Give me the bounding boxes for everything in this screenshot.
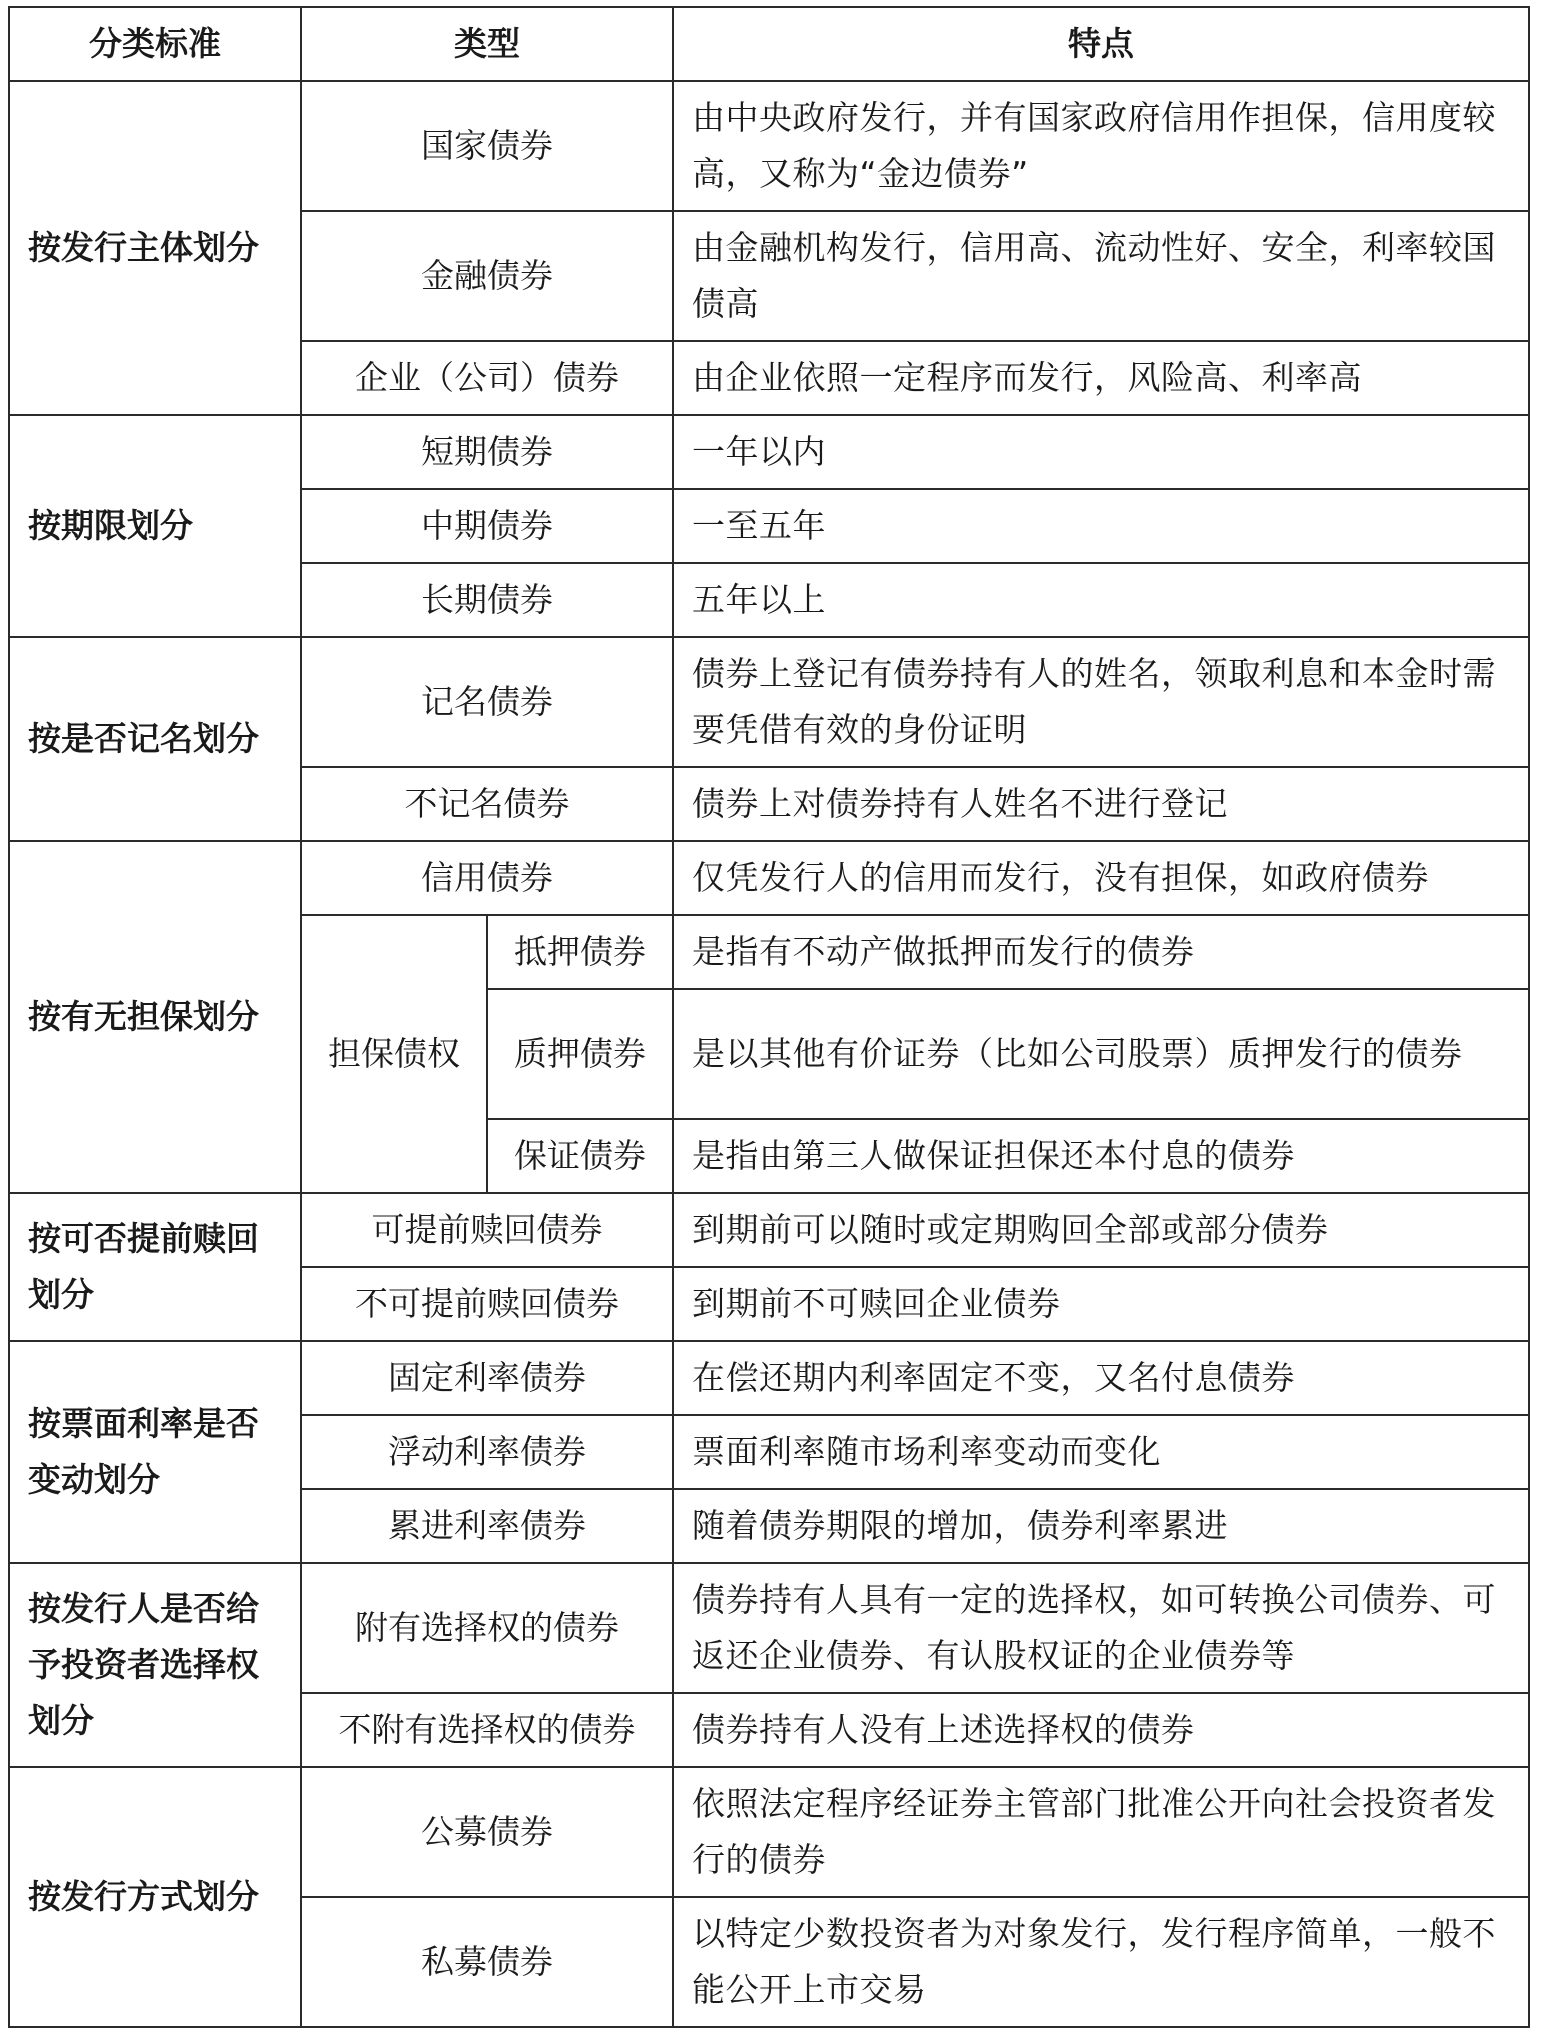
table-row	[9, 637, 1529, 767]
feature-cell: 由企业依照一定程序而发行，风险高、利率高	[673, 341, 1529, 415]
subgroup-cell: 担保债权	[301, 915, 487, 1193]
feature-cell: 到期前可以随时或定期购回全部或部分债券	[673, 1193, 1529, 1267]
type-cell: 长期债券	[301, 563, 673, 637]
type-cell: 企业（公司）债券	[301, 341, 673, 415]
feature-cell: 到期前不可赎回企业债券	[673, 1267, 1529, 1341]
type-cell: 保证债券	[487, 1119, 673, 1193]
type-cell: 附有选择权的债券	[301, 1563, 673, 1693]
criterion-cell: 按票面利率是否变动划分	[9, 1341, 301, 1563]
feature-cell: 票面利率随市场利率变动而变化	[673, 1415, 1529, 1489]
table-row	[9, 81, 1529, 211]
feature-cell: 五年以上	[673, 563, 1529, 637]
type-cell: 抵押债券	[487, 915, 673, 989]
feature-cell: 依照法定程序经证券主管部门批准公开向社会投资者发行的债券	[673, 1767, 1529, 1897]
header-criterion: 分类标准	[9, 7, 301, 81]
table-row	[9, 1341, 1529, 1415]
criterion-cell: 按可否提前赎回划分	[9, 1193, 301, 1341]
feature-cell: 是以其他有价证券（比如公司股票）质押发行的债券	[673, 989, 1529, 1119]
feature-cell: 以特定少数投资者为对象发行，发行程序简单，一般不能公开上市交易	[673, 1897, 1529, 2027]
header-type: 类型	[301, 7, 673, 81]
feature-cell: 随着债券期限的增加，债券利率累进	[673, 1489, 1529, 1563]
feature-cell: 由金融机构发行，信用高、流动性好、安全，利率较国债高	[673, 211, 1529, 341]
type-cell: 中期债券	[301, 489, 673, 563]
type-cell: 信用债券	[301, 841, 673, 915]
criterion-cell: 按是否记名划分	[9, 637, 301, 841]
table-row	[9, 1193, 1529, 1267]
criterion-cell: 按发行人是否给予投资者选择权划分	[9, 1563, 301, 1767]
feature-cell: 一至五年	[673, 489, 1529, 563]
type-cell: 国家债券	[301, 81, 673, 211]
criterion-cell: 按有无担保划分	[9, 841, 301, 1193]
type-cell: 质押债券	[487, 989, 673, 1119]
type-cell: 不可提前赎回债券	[301, 1267, 673, 1341]
table-row	[9, 1563, 1529, 1693]
feature-cell: 一年以内	[673, 415, 1529, 489]
feature-cell: 由中央政府发行，并有国家政府信用作担保，信用度较高，又称为“金边债券”	[673, 81, 1529, 211]
criterion-cell: 按发行主体划分	[9, 81, 301, 415]
criterion-cell: 按发行方式划分	[9, 1767, 301, 2027]
feature-cell: 债券持有人没有上述选择权的债券	[673, 1693, 1529, 1767]
type-cell: 私募债券	[301, 1897, 673, 2027]
feature-cell: 在偿还期内利率固定不变，又名付息债券	[673, 1341, 1529, 1415]
feature-cell: 债券上登记有债券持有人的姓名，领取利息和本金时需要凭借有效的身份证明	[673, 637, 1529, 767]
type-cell: 记名债券	[301, 637, 673, 767]
table-row	[9, 415, 1529, 489]
type-cell: 不附有选择权的债券	[301, 1693, 673, 1767]
type-cell: 累进利率债券	[301, 1489, 673, 1563]
type-cell: 公募债券	[301, 1767, 673, 1897]
header-feature: 特点	[673, 7, 1529, 81]
type-cell: 固定利率债券	[301, 1341, 673, 1415]
feature-cell: 债券持有人具有一定的选择权，如可转换公司债券、可返还企业债券、有认股权证的企业债券等	[673, 1563, 1529, 1693]
feature-cell: 仅凭发行人的信用而发行，没有担保，如政府债券	[673, 841, 1529, 915]
bond-classification-table	[8, 6, 1530, 2028]
feature-cell: 是指由第三人做保证担保还本付息的债券	[673, 1119, 1529, 1193]
type-cell: 可提前赎回债券	[301, 1193, 673, 1267]
header-row	[9, 7, 1529, 81]
feature-cell: 是指有不动产做抵押而发行的债券	[673, 915, 1529, 989]
type-cell: 金融债券	[301, 211, 673, 341]
type-cell: 短期债券	[301, 415, 673, 489]
table-row	[9, 841, 1529, 915]
type-cell: 不记名债券	[301, 767, 673, 841]
feature-cell: 债券上对债券持有人姓名不进行登记	[673, 767, 1529, 841]
type-cell: 浮动利率债券	[301, 1415, 673, 1489]
criterion-cell: 按期限划分	[9, 415, 301, 637]
table-row	[9, 1767, 1529, 1897]
